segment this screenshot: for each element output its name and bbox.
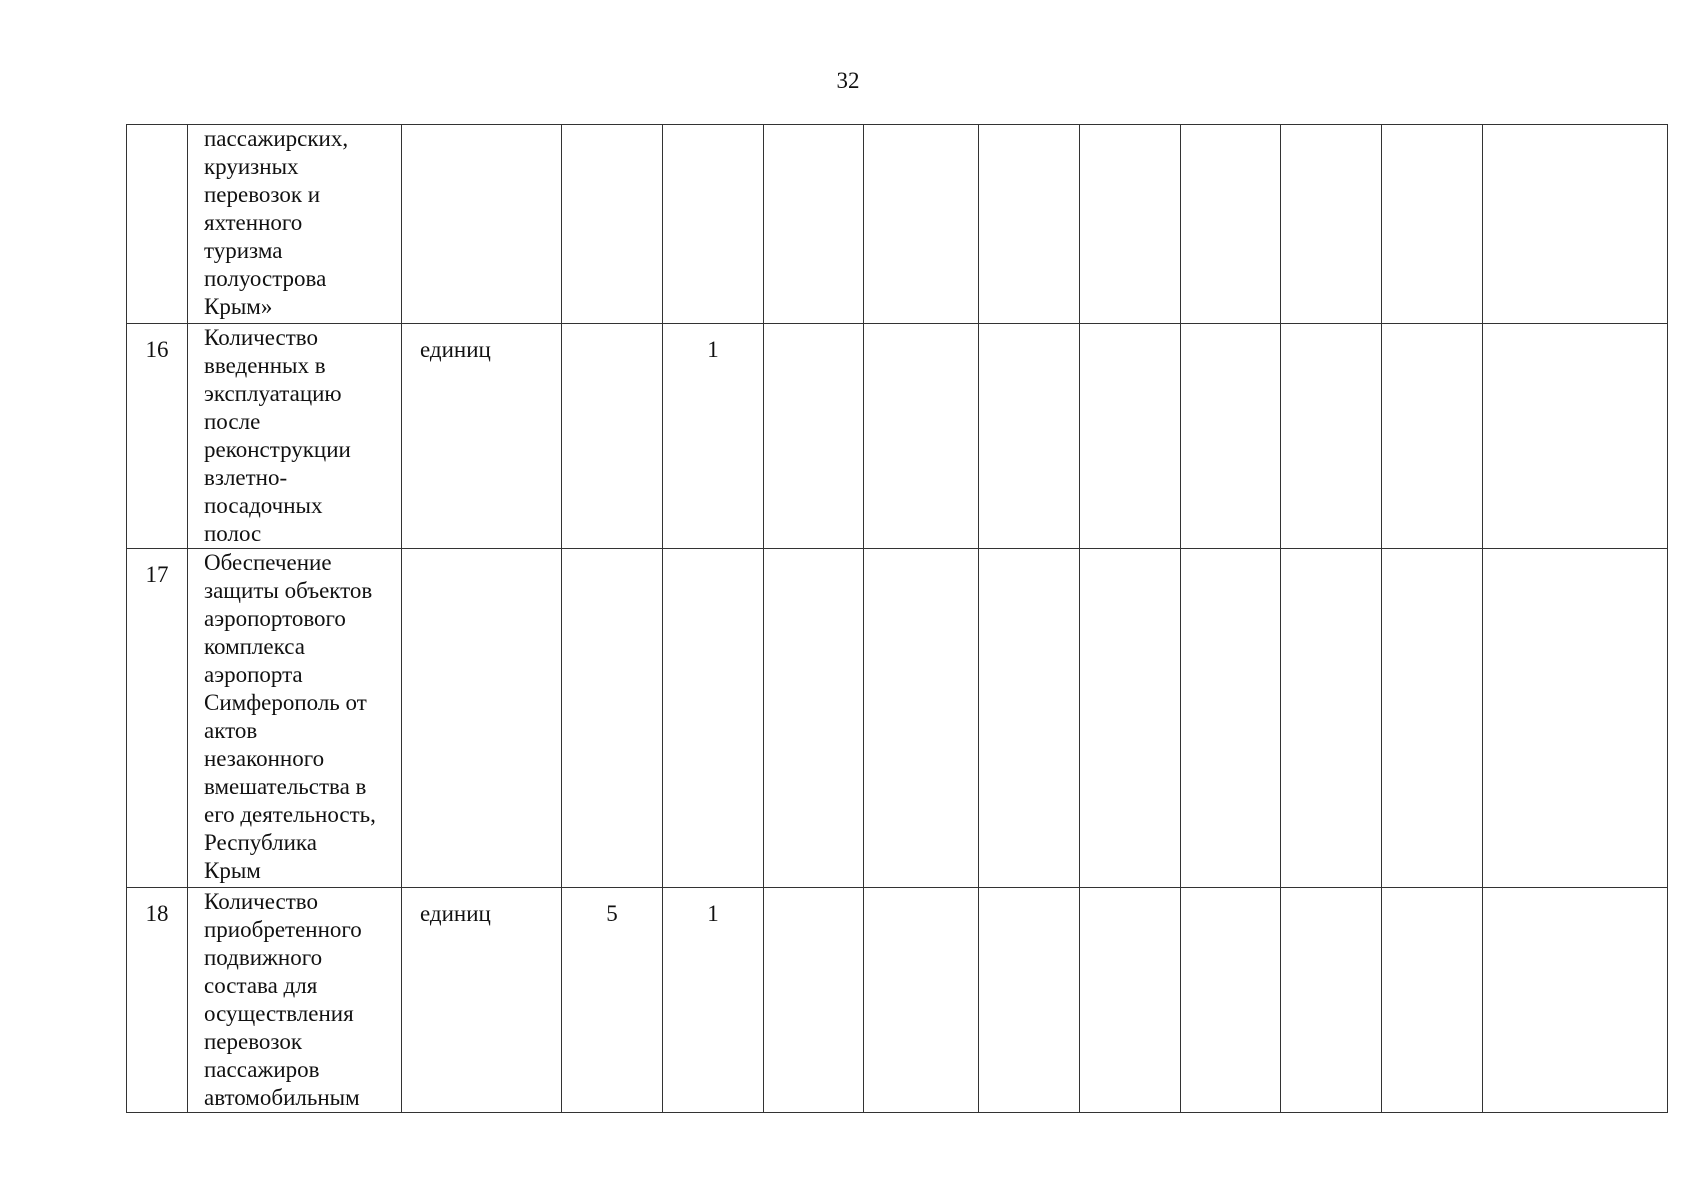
indicator-name-cell	[188, 125, 402, 324]
unit-cell: единиц	[402, 888, 562, 1113]
empty-cell	[1181, 549, 1281, 888]
value-cell: 1	[663, 324, 764, 549]
value-cell: 5	[562, 888, 663, 1113]
indicator-name-text: Количество приобретенного подвижного состава для осуществления перевозок пассажиров автомобильным	[204, 889, 362, 1110]
empty-cell	[1181, 888, 1281, 1113]
empty-cell	[1080, 125, 1181, 324]
empty-cell	[979, 888, 1080, 1113]
indicators-table	[126, 124, 1668, 1113]
empty-cell	[1080, 324, 1181, 549]
indicator-name-text: Количество введенных в эксплуатацию после реконструкции взлетно- посадочных полос	[204, 325, 351, 546]
value-cell	[663, 125, 764, 324]
indicator-name-text: Обеспечение защиты объектов аэропортового комплекса аэропорта Симферополь от актов незаконного вмешательства в его деятельность, Республика Крым	[204, 550, 376, 883]
empty-cell	[1382, 324, 1483, 549]
value-cell	[562, 324, 663, 549]
empty-cell	[1382, 549, 1483, 888]
empty-cell	[1281, 549, 1382, 888]
empty-cell	[864, 888, 979, 1113]
value-cell	[663, 549, 764, 888]
value-cell	[562, 125, 663, 324]
empty-cell	[1382, 125, 1483, 324]
empty-cell	[979, 125, 1080, 324]
empty-cell	[1483, 324, 1668, 549]
empty-cell	[1382, 888, 1483, 1113]
table-row	[127, 125, 1668, 324]
empty-cell	[1181, 324, 1281, 549]
empty-cell	[1281, 888, 1382, 1113]
empty-cell	[864, 324, 979, 549]
empty-cell	[764, 125, 864, 324]
row-number-cell: 18	[127, 888, 188, 1113]
empty-cell	[1181, 125, 1281, 324]
value-cell	[562, 549, 663, 888]
empty-cell	[1483, 125, 1668, 324]
indicator-name-cell	[188, 888, 402, 1113]
row-number-cell	[127, 125, 188, 324]
empty-cell	[1080, 888, 1181, 1113]
row-number-cell: 17	[127, 549, 188, 888]
indicator-name-text: пассажирских, круизных перевозок и яхтенного туризма полуострова Крым»	[204, 126, 349, 319]
empty-cell	[864, 549, 979, 888]
empty-cell	[1080, 549, 1181, 888]
row-number-cell: 16	[127, 324, 188, 549]
empty-cell	[1483, 888, 1668, 1113]
unit-cell: единиц	[402, 324, 562, 549]
empty-cell	[979, 324, 1080, 549]
empty-cell	[1281, 125, 1382, 324]
indicator-name-cell	[188, 549, 402, 888]
empty-cell	[864, 125, 979, 324]
empty-cell	[979, 549, 1080, 888]
table-row	[127, 549, 1668, 888]
table-row	[127, 324, 1668, 549]
value-cell: 1	[663, 888, 764, 1113]
empty-cell	[1483, 549, 1668, 888]
empty-cell	[764, 549, 864, 888]
empty-cell	[764, 888, 864, 1113]
empty-cell	[1281, 324, 1382, 549]
indicator-name-cell	[188, 324, 402, 549]
unit-cell	[402, 549, 562, 888]
empty-cell	[764, 324, 864, 549]
table-row	[127, 888, 1668, 1113]
page-number: 32	[836, 68, 860, 93]
unit-cell	[402, 125, 562, 324]
